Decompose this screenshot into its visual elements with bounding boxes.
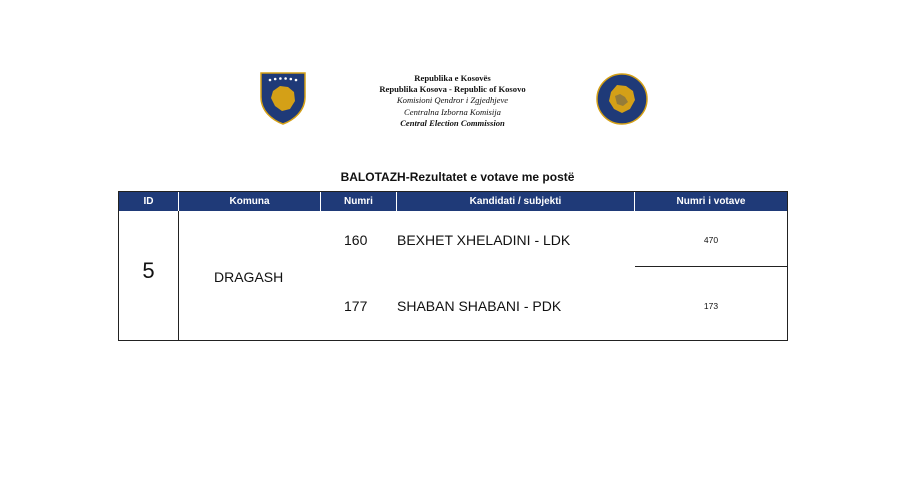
institution-line-4: Centralna Izborna Komisija [404, 106, 501, 117]
header-id: ID [119, 192, 179, 211]
document-header [0, 0, 915, 140]
header-kandidati: Kandidati / subjekti [397, 192, 635, 211]
header-numri: Numri [321, 192, 397, 211]
candidate-1-votes: 470 [703, 235, 719, 245]
institution-lines [340, 73, 565, 129]
institution-line-2: Republika Kosova - Republic of Kosovo [379, 84, 526, 95]
candidate-2-name: SHABAN SHABANI - PDK [397, 298, 562, 314]
row-divider [635, 266, 787, 267]
candidate-2-votes: 173 [703, 301, 719, 311]
institution-line-5: Central Election Commission [400, 117, 505, 128]
institution-line-3: Komisioni Qendror i Zgjedhjeve [396, 95, 509, 106]
coat-of-arms-icon [258, 71, 308, 125]
candidate-2-number: 177 [344, 298, 368, 314]
results-table [118, 191, 788, 341]
page-title: BALOTAZH-Rezultatet e votave me postë [340, 170, 575, 184]
header-votat: Numri i votave [676, 196, 746, 207]
row-komuna: DRAGASH [214, 269, 284, 285]
row-id: 5 [142, 258, 155, 283]
candidate-1-number: 160 [344, 232, 368, 248]
header-komuna: Komuna [179, 192, 321, 211]
institution-line-1: Republika e Kosovës [414, 73, 491, 83]
cec-logo-icon [595, 72, 649, 126]
candidate-1-name: BEXHET XHELADINI - LDK [397, 232, 571, 248]
table-header [119, 192, 787, 211]
column-divider [178, 211, 179, 340]
